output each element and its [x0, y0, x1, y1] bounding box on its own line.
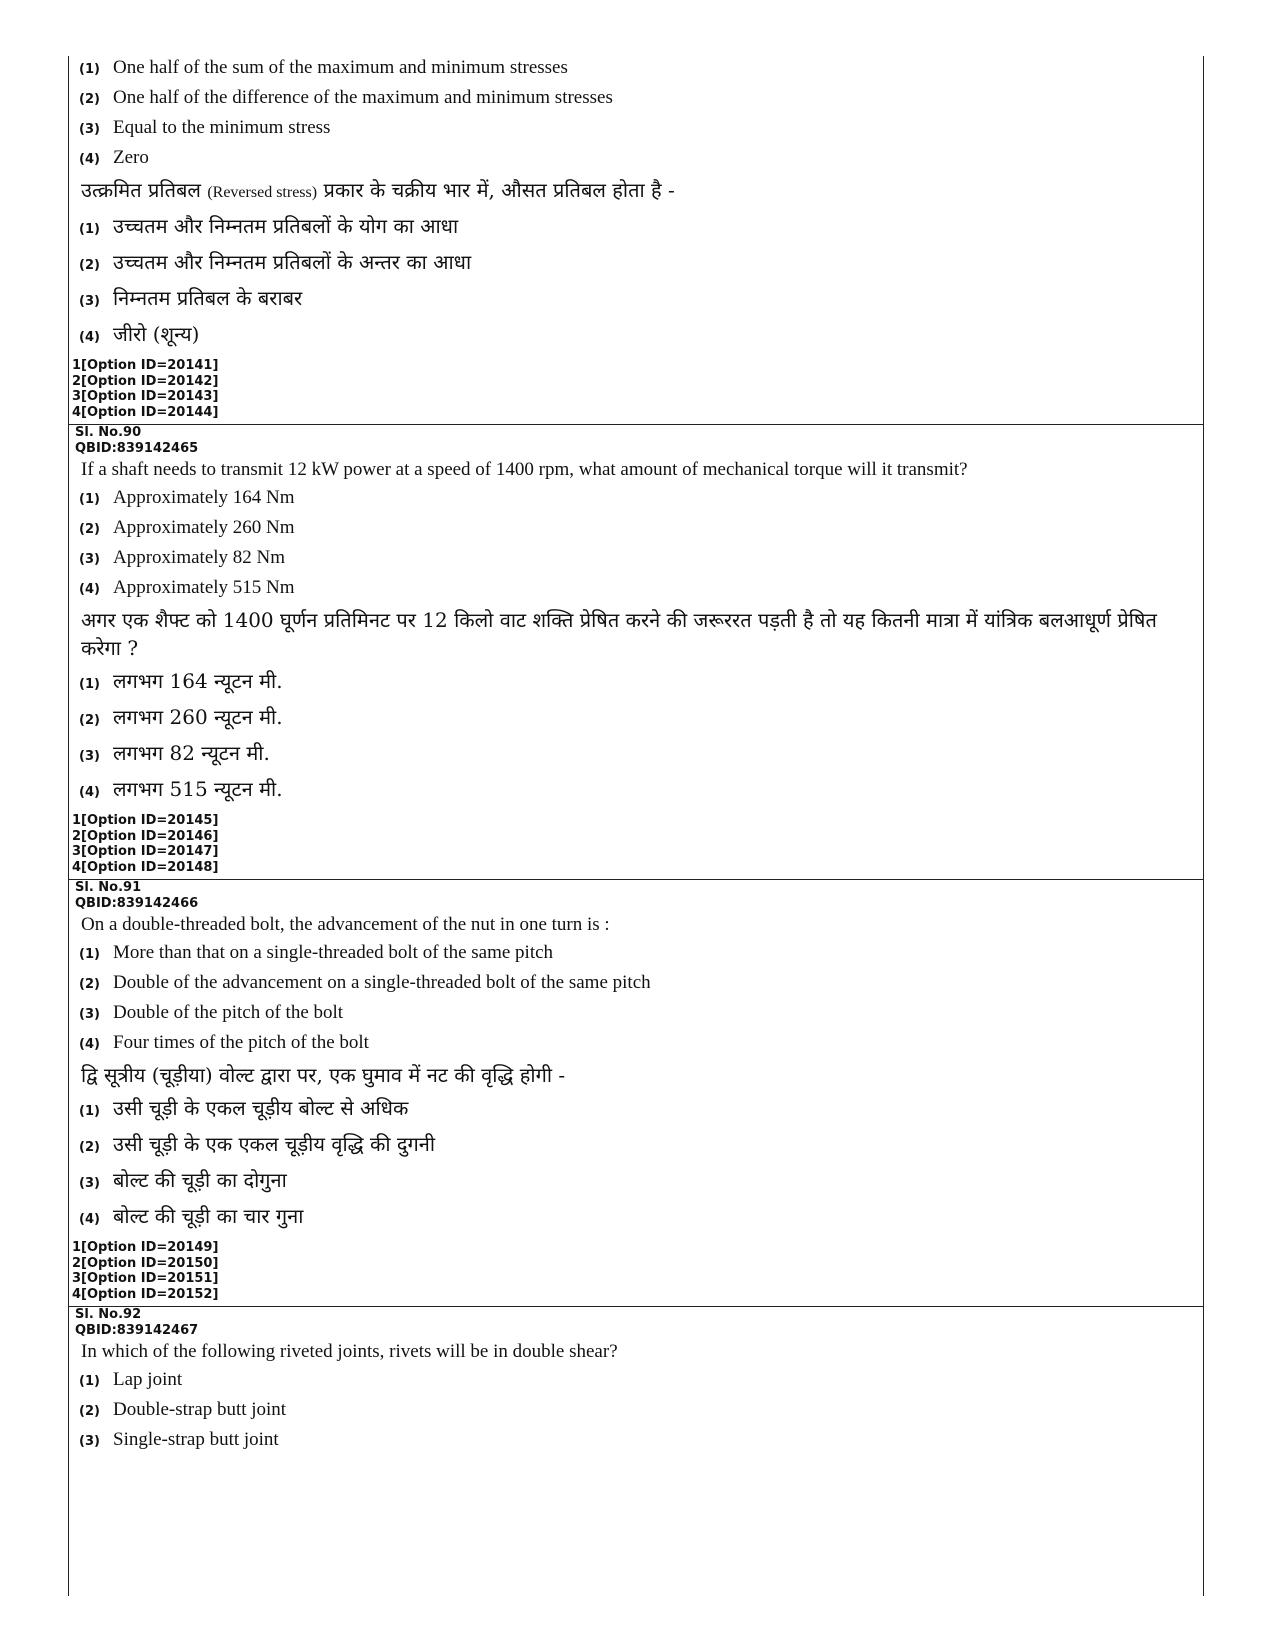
- en-option-1: [69, 1368, 1203, 1392]
- option-number: (4): [79, 330, 100, 345]
- option-text: लगभग 82 न्यूटन मी.: [113, 741, 270, 765]
- option-id: 3[Option ID=20147]: [72, 844, 219, 859]
- option-text: More than that on a single-threaded bolt of the same pitch: [113, 942, 554, 963]
- option-number: (3): [79, 122, 100, 137]
- en-option-4: [69, 146, 1203, 170]
- en-option-1: [69, 941, 1203, 965]
- option-text: निम्नतम प्रतिबल के बराबर: [113, 286, 303, 310]
- option-text: Single-strap butt joint: [113, 1429, 279, 1450]
- en-option-3: [69, 1428, 1203, 1452]
- option-number: (2): [79, 713, 100, 728]
- option-id: 1[Option ID=20149]: [72, 1240, 219, 1255]
- option-number: (3): [79, 552, 100, 567]
- option-number: (2): [79, 522, 100, 537]
- en-option-3: [69, 546, 1203, 570]
- serial-number: Sl. No.90: [75, 425, 142, 440]
- en-option-2: [69, 86, 1203, 110]
- option-number: (1): [79, 222, 100, 237]
- serial-number: Sl. No.91: [75, 880, 142, 895]
- option-id-list: [69, 813, 1203, 875]
- qbid: QBID:839142466: [75, 896, 199, 911]
- option-number: (1): [79, 947, 100, 962]
- english-question-text: In which of the following riveted joints, rivets will be in double shear?: [81, 1341, 618, 1362]
- option-id: 4[Option ID=20148]: [72, 859, 219, 875]
- en-option-2: [69, 1398, 1203, 1422]
- option-text: Zero: [113, 147, 149, 168]
- option-number: (3): [79, 1434, 100, 1449]
- hindi-question-part: प्रकार के चक्रीय भार में, औसत प्रतिबल होता है -: [323, 178, 675, 202]
- option-number: (4): [79, 582, 100, 597]
- option-number: (2): [79, 92, 100, 107]
- option-text: Equal to the minimum stress: [113, 117, 331, 138]
- option-text: One half of the sum of the maximum and minimum stresses: [113, 57, 568, 78]
- option-number: (4): [79, 152, 100, 167]
- option-text: लगभग 260 न्यूटन मी.: [113, 705, 283, 729]
- hi-option-1: [69, 668, 1203, 695]
- option-number: (3): [79, 1176, 100, 1191]
- option-number: (4): [79, 1037, 100, 1052]
- option-text: उसी चूड़ी के एकल चूड़ीय बोल्ट से अधिक: [113, 1096, 409, 1120]
- question-block-91: [69, 880, 1203, 1307]
- hindi-question-text: [69, 176, 1203, 207]
- hi-option-4: [69, 1203, 1203, 1230]
- option-number: (4): [79, 785, 100, 800]
- option-text: Double-strap butt joint: [113, 1399, 287, 1420]
- hi-option-3: [69, 740, 1203, 767]
- en-option-1: [69, 56, 1203, 80]
- option-text: बोल्ट की चूड़ी का चार गुना: [113, 1204, 304, 1228]
- option-id: 2[Option ID=20142]: [72, 373, 219, 389]
- option-text: Approximately 260 Nm: [113, 517, 295, 538]
- hindi-question-part: उत्क्रमित प्रतिबल: [81, 178, 201, 202]
- option-text: Approximately 164 Nm: [113, 487, 295, 508]
- option-id-list: [69, 358, 1203, 420]
- qbid: QBID:839142465: [75, 441, 199, 456]
- option-text: लगभग 164 न्यूटन मी.: [113, 669, 283, 693]
- question-block-90: [69, 425, 1203, 880]
- hi-option-1: [69, 213, 1203, 240]
- english-question-text: On a double-threaded bolt, the advancement of the nut in one turn is :: [81, 914, 610, 935]
- option-number: (2): [79, 258, 100, 273]
- question-block-92: [69, 1307, 1203, 1462]
- option-text: उच्चतम और निम्नतम प्रतिबलों के अन्तर का आधा: [113, 250, 472, 274]
- option-number: (1): [79, 677, 100, 692]
- option-id-list: [69, 1240, 1203, 1302]
- option-id: 2[Option ID=20150]: [72, 1255, 219, 1271]
- hindi-question-english-term: (Reversed stress): [207, 184, 318, 201]
- hi-option-4: [69, 776, 1203, 803]
- option-text: Approximately 82 Nm: [113, 547, 286, 568]
- option-id: 1[Option ID=20145]: [72, 813, 219, 828]
- option-id: 3[Option ID=20143]: [72, 389, 219, 404]
- hi-option-3: [69, 285, 1203, 312]
- qbid: QBID:839142467: [75, 1323, 199, 1338]
- option-text: One half of the difference of the maximum and minimum stresses: [113, 87, 613, 108]
- option-text: Approximately 515 Nm: [113, 577, 295, 598]
- en-option-3: [69, 116, 1203, 140]
- hi-option-3: [69, 1167, 1203, 1194]
- serial-number: Sl. No.92: [75, 1307, 142, 1322]
- question-paper-page: [68, 56, 1204, 1596]
- option-text: जीरो (शून्य): [113, 322, 200, 346]
- option-text: Double of the pitch of the bolt: [113, 1002, 344, 1023]
- option-number: (1): [79, 62, 100, 77]
- hi-option-2: [69, 249, 1203, 276]
- en-option-2: [69, 516, 1203, 540]
- option-number: (2): [79, 977, 100, 992]
- option-number: (1): [79, 1374, 100, 1389]
- en-option-1: [69, 486, 1203, 510]
- option-text: Four times of the pitch of the bolt: [113, 1032, 369, 1053]
- option-text: उसी चूड़ी के एक एकल चूड़ीय वृद्धि की दुगनी: [113, 1132, 436, 1156]
- option-text: उच्चतम और निम्नतम प्रतिबलों के योग का आधा: [113, 214, 459, 238]
- option-number: (2): [79, 1404, 100, 1419]
- option-number: (3): [79, 749, 100, 764]
- option-number: (1): [79, 1104, 100, 1119]
- hindi-question-text: अगर एक शैफ्ट को 1400 घूर्णन प्रतिमिनट पर 12 किलो वाट शक्ति प्रेषित करने की जरूररत पड़ती है तो यह कितनी मात्रा में यांत्रिक बलआधूर्ण प्रेषित करेगा ?: [81, 608, 1157, 660]
- en-option-4: [69, 576, 1203, 600]
- en-option-4: [69, 1031, 1203, 1055]
- option-text: Lap joint: [113, 1369, 183, 1390]
- question-block-89: [69, 56, 1203, 425]
- option-number: (3): [79, 1007, 100, 1022]
- option-text: लगभग 515 न्यूटन मी.: [113, 777, 283, 801]
- hi-option-4: [69, 321, 1203, 348]
- option-id: 4[Option ID=20144]: [72, 404, 219, 420]
- option-number: (2): [79, 1140, 100, 1155]
- option-id: 3[Option ID=20151]: [72, 1271, 219, 1286]
- english-question-text: If a shaft needs to transmit 12 kW power at a speed of 1400 rpm, what amount of mechanical torque will it transmit?: [81, 459, 968, 480]
- option-text: Double of the advancement on a single-threaded bolt of the same pitch: [113, 972, 651, 993]
- en-option-2: [69, 971, 1203, 995]
- hindi-question-text: द्वि सूत्रीय (चूड़ीया) वोल्ट द्वारा पर, एक घुमाव में नट की वृद्धि होगी -: [81, 1063, 566, 1087]
- hi-option-2: [69, 704, 1203, 731]
- option-number: (4): [79, 1212, 100, 1227]
- hi-option-2: [69, 1131, 1203, 1158]
- option-text: बोल्ट की चूड़ी का दोगुना: [113, 1168, 287, 1192]
- option-id: 4[Option ID=20152]: [72, 1286, 219, 1302]
- option-number: (3): [79, 294, 100, 309]
- option-id: 1[Option ID=20141]: [72, 358, 219, 373]
- option-number: (1): [79, 492, 100, 507]
- hi-option-1: [69, 1095, 1203, 1122]
- en-option-3: [69, 1001, 1203, 1025]
- option-id: 2[Option ID=20146]: [72, 828, 219, 844]
